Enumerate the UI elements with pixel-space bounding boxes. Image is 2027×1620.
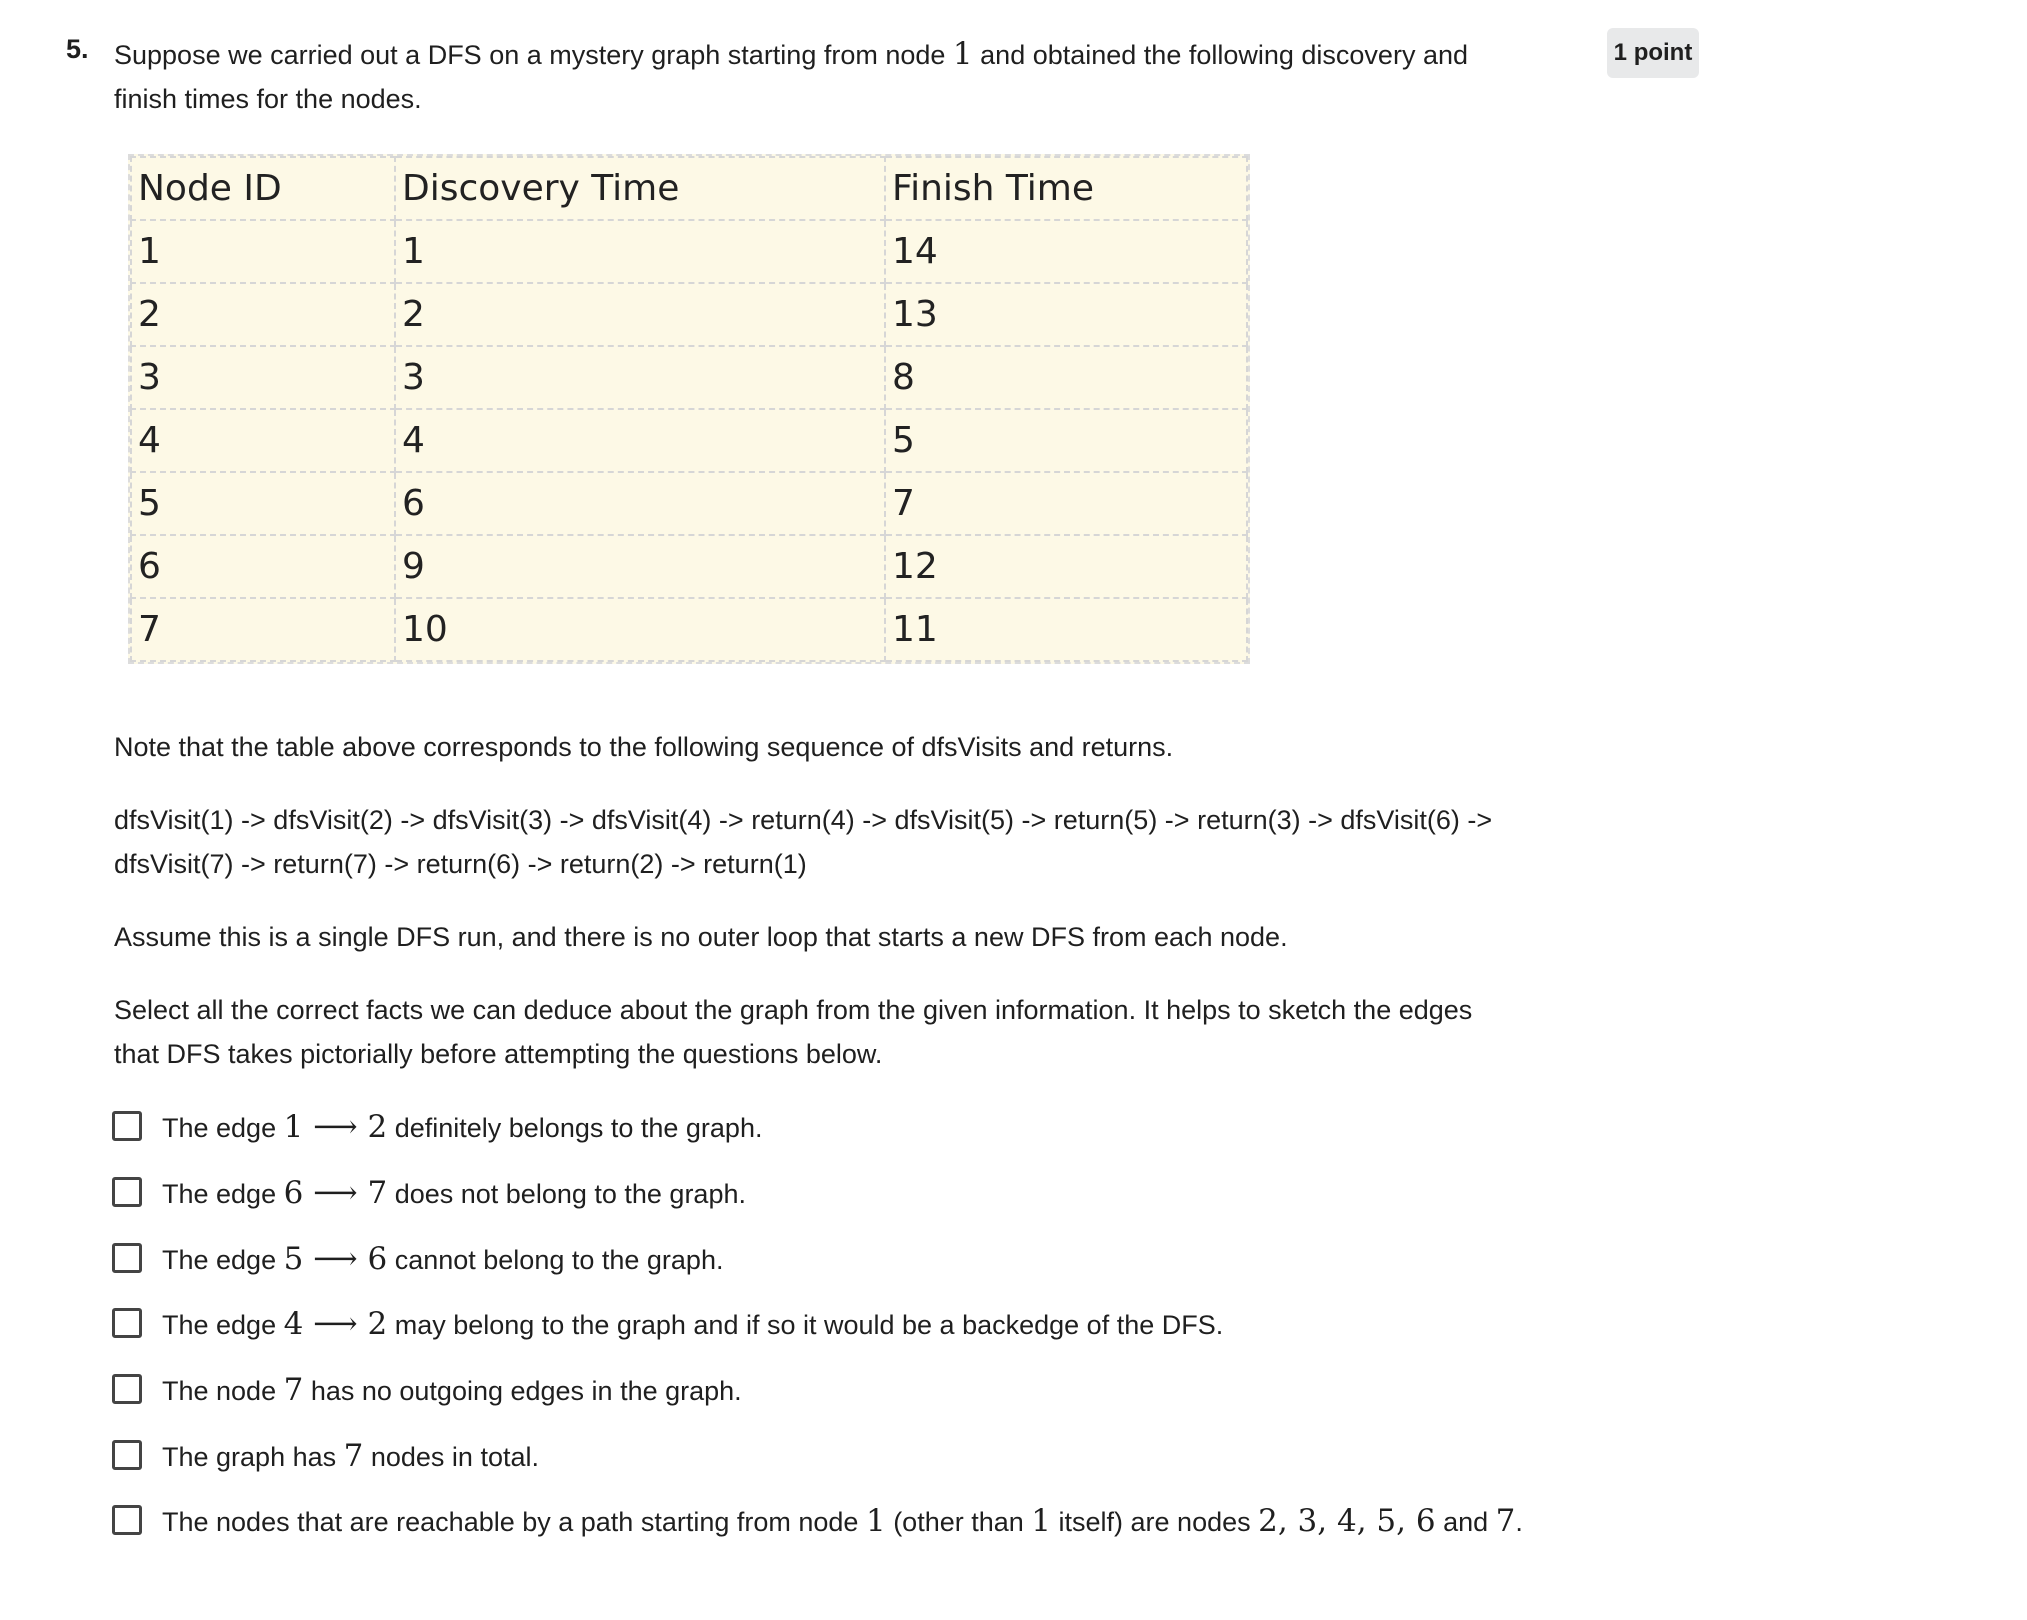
- option-label: The nodes that are reachable by a path starting from node 1 (other than 1 itself) are nodes 2, 3, 4, 5, 6 and 7.: [162, 1503, 1523, 1539]
- header-node-id: Node ID: [131, 157, 395, 220]
- option-label: The edge 5 ⟶ 6 cannot belong to the graph.: [162, 1241, 724, 1277]
- times-table: [128, 154, 1250, 664]
- note-paragraph: Note that the table above corresponds to the following sequence of dfsVisits and returns.: [114, 732, 1174, 762]
- table-row: [131, 220, 1247, 283]
- cell-discovery: 4: [395, 409, 885, 472]
- checkbox[interactable]: [112, 1374, 142, 1404]
- option-3[interactable]: [112, 1237, 1462, 1282]
- table-row: [131, 472, 1247, 535]
- option-label: The edge 1 ⟶ 2 definitely belongs to the graph.: [162, 1109, 763, 1145]
- intro-text-b: and obtained the following discovery and finish times for the nodes.: [114, 40, 1468, 114]
- cell-finish: 11: [885, 598, 1247, 661]
- option-label: The edge 6 ⟶ 7 does not belong to the graph.: [162, 1175, 746, 1211]
- cell-discovery: 1: [395, 220, 885, 283]
- cell-discovery: 2: [395, 283, 885, 346]
- cell-node: 4: [131, 409, 395, 472]
- sequence-paragraph: dfsVisit(1) -> dfsVisit(2) -> dfsVisit(3) -> dfsVisit(4) -> return(4) -> dfsVisit(5) -> return(5) -> return(3) -> dfsVisit(6) -> dfsVisit(7) -> return(7) -> return(6) -> return(2) -> return(1): [114, 805, 1493, 879]
- table-row: [131, 346, 1247, 409]
- cell-discovery: 3: [395, 346, 885, 409]
- select-paragraph: Select all the correct facts we can deduce about the graph from the given information. It helps to sketch the edges that DFS takes pictorially before attempting the questions below.: [114, 995, 1473, 1069]
- cell-discovery: 10: [395, 598, 885, 661]
- assume-paragraph: Assume this is a single DFS run, and there is no outer loop that starts a new DFS from each node.: [114, 922, 1288, 952]
- cell-node: 3: [131, 346, 395, 409]
- checkbox[interactable]: [112, 1440, 142, 1470]
- option-5[interactable]: [112, 1368, 1462, 1413]
- question-number: 5.: [66, 34, 89, 64]
- checkbox[interactable]: [112, 1177, 142, 1207]
- cell-finish: 8: [885, 346, 1247, 409]
- cell-node: 6: [131, 535, 395, 598]
- checkbox[interactable]: [112, 1308, 142, 1338]
- option-label: The edge 4 ⟶ 2 may belong to the graph and if so it would be a backedge of the DFS.: [162, 1306, 1224, 1342]
- checkbox[interactable]: [112, 1505, 142, 1535]
- cell-finish: 5: [885, 409, 1247, 472]
- table-header-row: [131, 157, 1247, 220]
- option-2[interactable]: [112, 1171, 1462, 1216]
- option-4[interactable]: [112, 1302, 1462, 1347]
- option-7[interactable]: [112, 1499, 1542, 1544]
- cell-finish: 13: [885, 283, 1247, 346]
- option-6[interactable]: [112, 1434, 1462, 1479]
- question-intro: [114, 32, 1494, 121]
- cell-discovery: 9: [395, 535, 885, 598]
- cell-node: 7: [131, 598, 395, 661]
- cell-node: 5: [131, 472, 395, 535]
- intro-math: 1: [952, 36, 973, 72]
- table-row: [131, 283, 1247, 346]
- header-finish-time: Finish Time: [885, 157, 1247, 220]
- option-1[interactable]: [112, 1105, 1462, 1150]
- table-row: [131, 598, 1247, 661]
- option-label: The graph has 7 nodes in total.: [162, 1438, 539, 1474]
- points-badge: 1 point: [1607, 28, 1699, 78]
- table-row: [131, 409, 1247, 472]
- cell-finish: 14: [885, 220, 1247, 283]
- cell-discovery: 6: [395, 472, 885, 535]
- cell-finish: 7: [885, 472, 1247, 535]
- intro-text-a: Suppose we carried out a DFS on a mystery graph starting from node: [114, 40, 953, 70]
- checkbox[interactable]: [112, 1243, 142, 1273]
- cell-node: 1: [131, 220, 395, 283]
- cell-node: 2: [131, 283, 395, 346]
- option-label: The node 7 has no outgoing edges in the graph.: [162, 1372, 742, 1408]
- checkbox[interactable]: [112, 1111, 142, 1141]
- cell-finish: 12: [885, 535, 1247, 598]
- table-row: [131, 535, 1247, 598]
- header-discovery-time: Discovery Time: [395, 157, 885, 220]
